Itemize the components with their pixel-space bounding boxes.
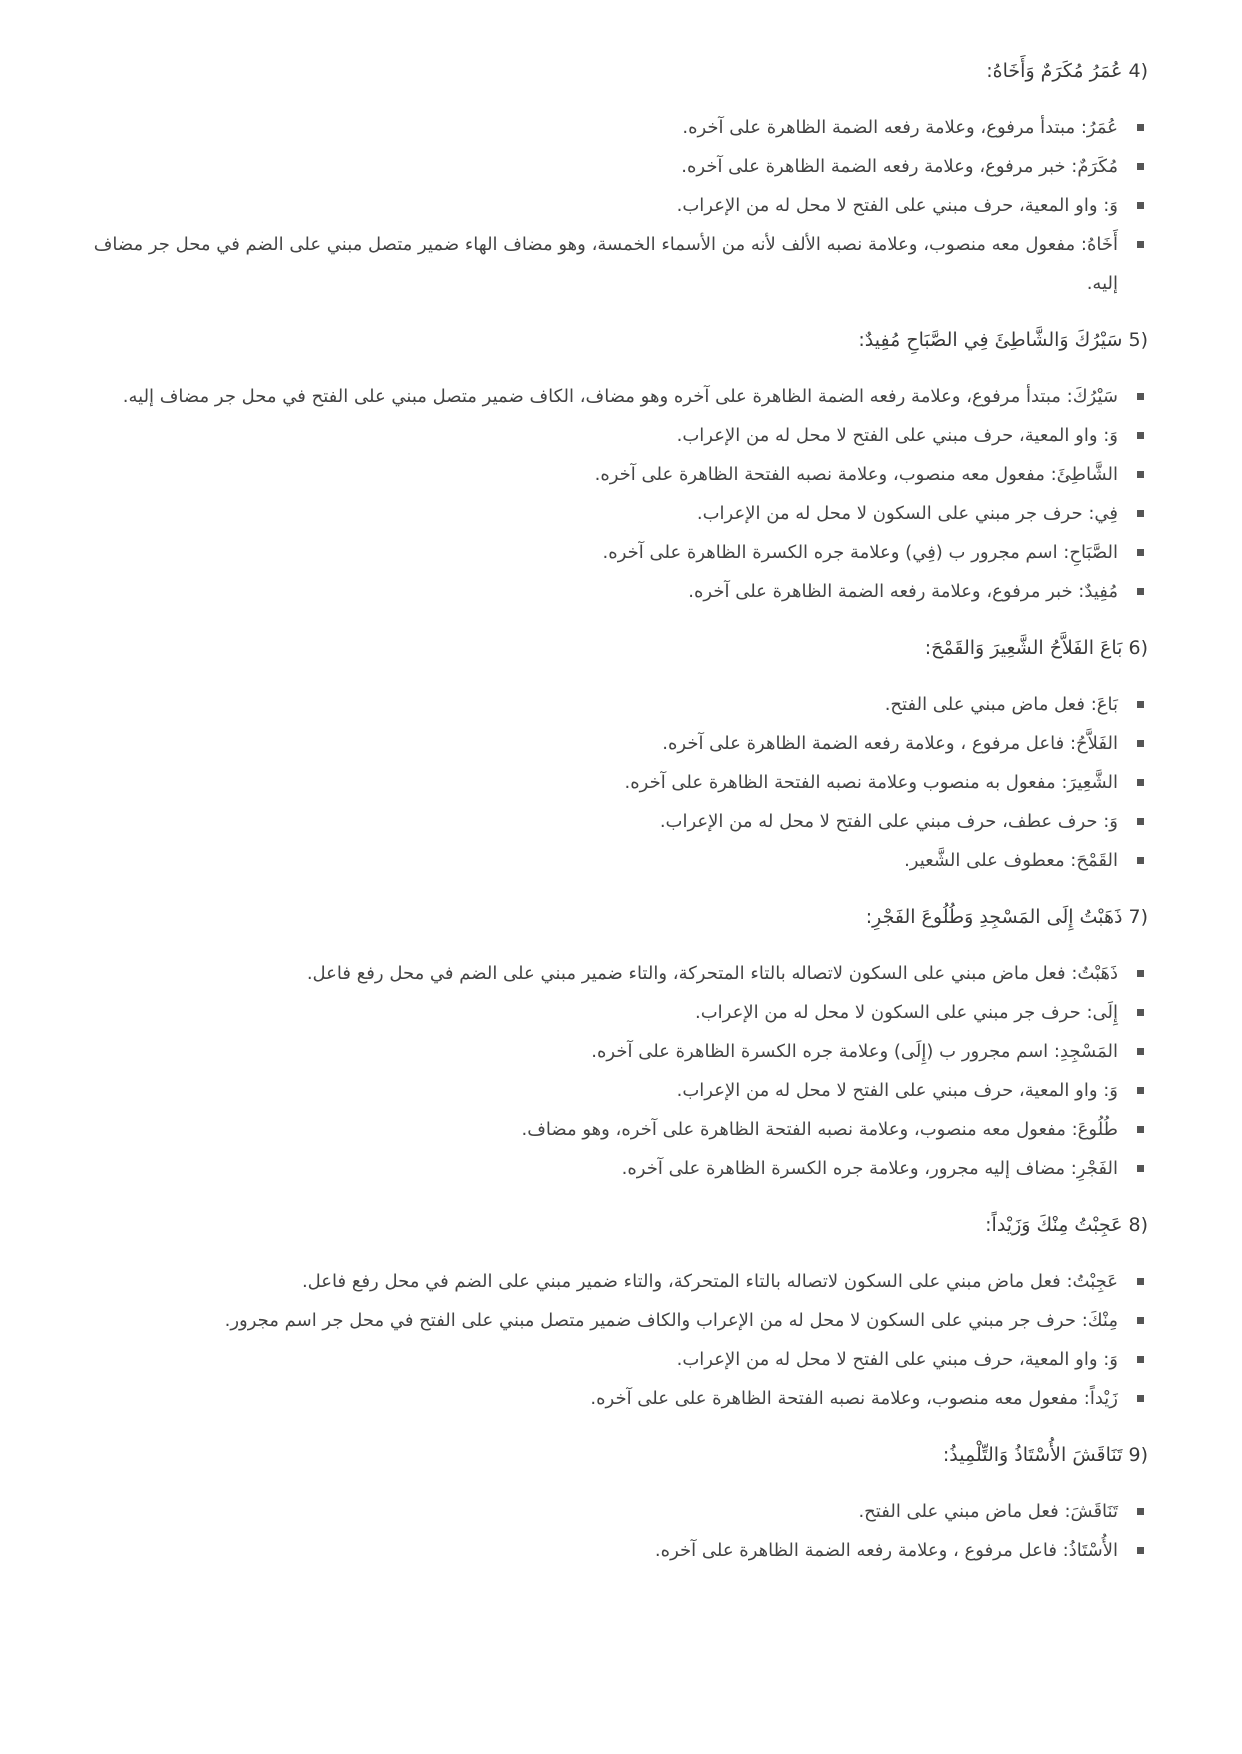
section-number: 7) — [1128, 906, 1148, 928]
section-title — [70, 1210, 1148, 1240]
list-item — [70, 1071, 1148, 1110]
square-bullet-icon — [1137, 1395, 1144, 1402]
list-item — [70, 1379, 1148, 1418]
section-sentence: ذَهَبْتُ إِلَى المَسْجِدِ وَطُلُوعَ الفَجْرِ: — [865, 906, 1123, 928]
list-item — [70, 108, 1148, 147]
square-bullet-icon — [1137, 818, 1144, 825]
parsing-list — [70, 954, 1148, 1188]
list-item-text: عُمَرُ: مبتدأ مرفوع، وعلامة رفعه الضمة الظاهرة على آخره. — [682, 117, 1118, 138]
square-bullet-icon — [1137, 510, 1144, 517]
section-4 — [70, 56, 1148, 303]
list-item-text: مِنْكَ: حرف جر مبني على السكون لا محل له من الإعراب والكاف ضمير متصل مبني على الفتح في محل جر اسم مجرور. — [224, 1310, 1118, 1331]
list-item-text: الفَجْرِ: مضاف إليه مجرور، وعلامة جره الكسرة الظاهرة على آخره. — [621, 1158, 1118, 1179]
section-title — [70, 633, 1148, 663]
parsing-list — [70, 685, 1148, 880]
list-item — [70, 455, 1148, 494]
section-sentence: تَنَاقَشَ الأُسْتَاذُ وَالتِّلْمِيذُ: — [942, 1444, 1123, 1466]
square-bullet-icon — [1137, 202, 1144, 209]
square-bullet-icon — [1137, 779, 1144, 786]
list-item — [70, 494, 1148, 533]
section-number: 8) — [1128, 1214, 1148, 1236]
square-bullet-icon — [1137, 1317, 1144, 1324]
square-bullet-icon — [1137, 1356, 1144, 1363]
square-bullet-icon — [1137, 1508, 1144, 1515]
list-item-text: إِلَى: حرف جر مبني على السكون لا محل له من الإعراب. — [695, 1002, 1118, 1023]
square-bullet-icon — [1137, 393, 1144, 400]
list-item-text: الفَلاَّحُ: فاعل مرفوع ، وعلامة رفعه الضمة الظاهرة على آخره. — [662, 733, 1118, 754]
list-item — [70, 763, 1148, 802]
square-bullet-icon — [1137, 970, 1144, 977]
square-bullet-icon — [1137, 1547, 1144, 1554]
parsing-list — [70, 377, 1148, 611]
list-item — [70, 1340, 1148, 1379]
list-item — [70, 841, 1148, 880]
section-8 — [70, 1210, 1148, 1418]
list-item-text: أَخَاهُ: مفعول معه منصوب، وعلامة نصبه الألف لأنه من الأسماء الخمسة، وهو مضاف الهاء ضمير متصل مبني على الضم في محل جر مضاف إليه. — [93, 234, 1118, 294]
list-item — [70, 724, 1148, 763]
list-item — [70, 1110, 1148, 1149]
section-number: 9) — [1128, 1444, 1148, 1466]
list-item-text: الشَّاطِئَ: مفعول معه منصوب، وعلامة نصبه الفتحة الظاهرة على آخره. — [594, 464, 1118, 485]
list-item — [70, 225, 1148, 303]
section-sentence: عُمَرُ مُكَرَمٌ وَأَخَاهُ: — [986, 60, 1123, 82]
section-number: 5) — [1128, 329, 1148, 351]
square-bullet-icon — [1137, 1278, 1144, 1285]
parsing-list — [70, 1262, 1148, 1418]
section-title — [70, 325, 1148, 355]
section-6 — [70, 633, 1148, 880]
list-item-text: طُلُوعَ: مفعول معه منصوب، وعلامة نصبه الفتحة الظاهرة على آخره، وهو مضاف. — [521, 1119, 1118, 1140]
section-sentence: بَاعَ الفَلاَّحُ الشَّعِيرَ وَالقَمْحَ: — [924, 637, 1123, 659]
list-item — [70, 147, 1148, 186]
list-item-text: وَ: واو المعية، حرف مبني على الفتح لا محل له من الإعراب. — [676, 1349, 1118, 1370]
square-bullet-icon — [1137, 588, 1144, 595]
section-5 — [70, 325, 1148, 611]
list-item-text: وَ: واو المعية، حرف مبني على الفتح لا محل له من الإعراب. — [676, 425, 1118, 446]
list-item-text: تَنَاقَشَ: فعل ماض مبني على الفتح. — [858, 1501, 1118, 1522]
section-number: 6) — [1128, 637, 1148, 659]
list-item — [70, 954, 1148, 993]
list-item — [70, 685, 1148, 724]
list-item — [70, 377, 1148, 416]
list-item — [70, 1262, 1148, 1301]
square-bullet-icon — [1137, 857, 1144, 864]
section-title — [70, 1440, 1148, 1470]
list-item — [70, 572, 1148, 611]
section-9 — [70, 1440, 1148, 1570]
square-bullet-icon — [1137, 432, 1144, 439]
square-bullet-icon — [1137, 124, 1144, 131]
list-item — [70, 802, 1148, 841]
section-number: 4) — [1128, 60, 1148, 82]
list-item-text: فِي: حرف جر مبني على السكون لا محل له من الإعراب. — [696, 503, 1118, 524]
parsing-list — [70, 1492, 1148, 1570]
list-item-text: زَيْداً: مفعول معه منصوب، وعلامة نصبه الفتحة الظاهرة على على آخره. — [590, 1388, 1118, 1409]
section-sentence: سَيْرُكَ وَالشَّاطِئَ فِي الصَّبَاحِ مُفِيدٌ: — [858, 329, 1123, 351]
section-title — [70, 902, 1148, 932]
list-item-text: بَاعَ: فعل ماض مبني على الفتح. — [884, 694, 1118, 715]
list-item-text: الصَّبَاحِ: اسم مجرور ب (فِي) وعلامة جره الكسرة الظاهرة على آخره. — [602, 542, 1118, 563]
list-item — [70, 993, 1148, 1032]
list-item — [70, 1531, 1148, 1570]
list-item — [70, 533, 1148, 572]
list-item-text: سَيْرُكَ: مبتدأ مرفوع، وعلامة رفعه الضمة الظاهرة على آخره وهو مضاف، الكاف ضمير متصل مبني على الفتح في محل جر مضاف إليه. — [122, 386, 1118, 407]
square-bullet-icon — [1137, 701, 1144, 708]
list-item-text: وَ: واو المعية، حرف مبني على الفتح لا محل له من الإعراب. — [676, 195, 1118, 216]
section-title — [70, 56, 1148, 86]
square-bullet-icon — [1137, 1048, 1144, 1055]
square-bullet-icon — [1137, 740, 1144, 747]
list-item-text: عَجِبْتُ: فعل ماض مبني على السكون لاتصاله بالتاء المتحركة، والتاء ضمير مبني على الضم في محل رفع فاعل. — [301, 1271, 1118, 1292]
list-item — [70, 1032, 1148, 1071]
list-item-text: وَ: واو المعية، حرف مبني على الفتح لا محل له من الإعراب. — [676, 1080, 1118, 1101]
square-bullet-icon — [1137, 1009, 1144, 1016]
list-item-text: مُفِيدٌ: خبر مرفوع، وعلامة رفعه الضمة الظاهرة على آخره. — [688, 581, 1118, 602]
square-bullet-icon — [1137, 163, 1144, 170]
section-sentence: عَجِبْتُ مِنْكَ وَزَيْداً: — [985, 1214, 1123, 1236]
list-item-text: وَ: حرف عطف، حرف مبني على الفتح لا محل له من الإعراب. — [659, 811, 1118, 832]
square-bullet-icon — [1137, 1126, 1144, 1133]
square-bullet-icon — [1137, 1087, 1144, 1094]
list-item-text: الأُسْتَاذُ: فاعل مرفوع ، وعلامة رفعه الضمة الظاهرة على آخره. — [654, 1540, 1118, 1561]
section-7 — [70, 902, 1148, 1188]
list-item-text: القَمْحَ: معطوف على الشَّعير. — [904, 850, 1118, 871]
list-item-text: المَسْجِدِ: اسم مجرور ب (إِلَى) وعلامة جره الكسرة الظاهرة على آخره. — [591, 1041, 1118, 1062]
list-item-text: الشَّعِيرَ: مفعول به منصوب وعلامة نصبه الفتحة الظاهرة على آخره. — [624, 772, 1118, 793]
list-item — [70, 1492, 1148, 1531]
list-item — [70, 1301, 1148, 1340]
list-item-text: مُكَرَمٌ: خبر مرفوع، وعلامة رفعه الضمة الظاهرة على آخره. — [681, 156, 1118, 177]
list-item-text: ذَهَبْتُ: فعل ماض مبني على السكون لاتصاله بالتاء المتحركة، والتاء ضمير مبني على الضم في محل رفع فاعل. — [306, 963, 1118, 984]
list-item — [70, 1149, 1148, 1188]
square-bullet-icon — [1137, 1165, 1144, 1172]
square-bullet-icon — [1137, 241, 1144, 248]
square-bullet-icon — [1137, 471, 1144, 478]
list-item — [70, 186, 1148, 225]
document-page — [70, 56, 1148, 1592]
list-item — [70, 416, 1148, 455]
square-bullet-icon — [1137, 549, 1144, 556]
parsing-list — [70, 108, 1148, 303]
